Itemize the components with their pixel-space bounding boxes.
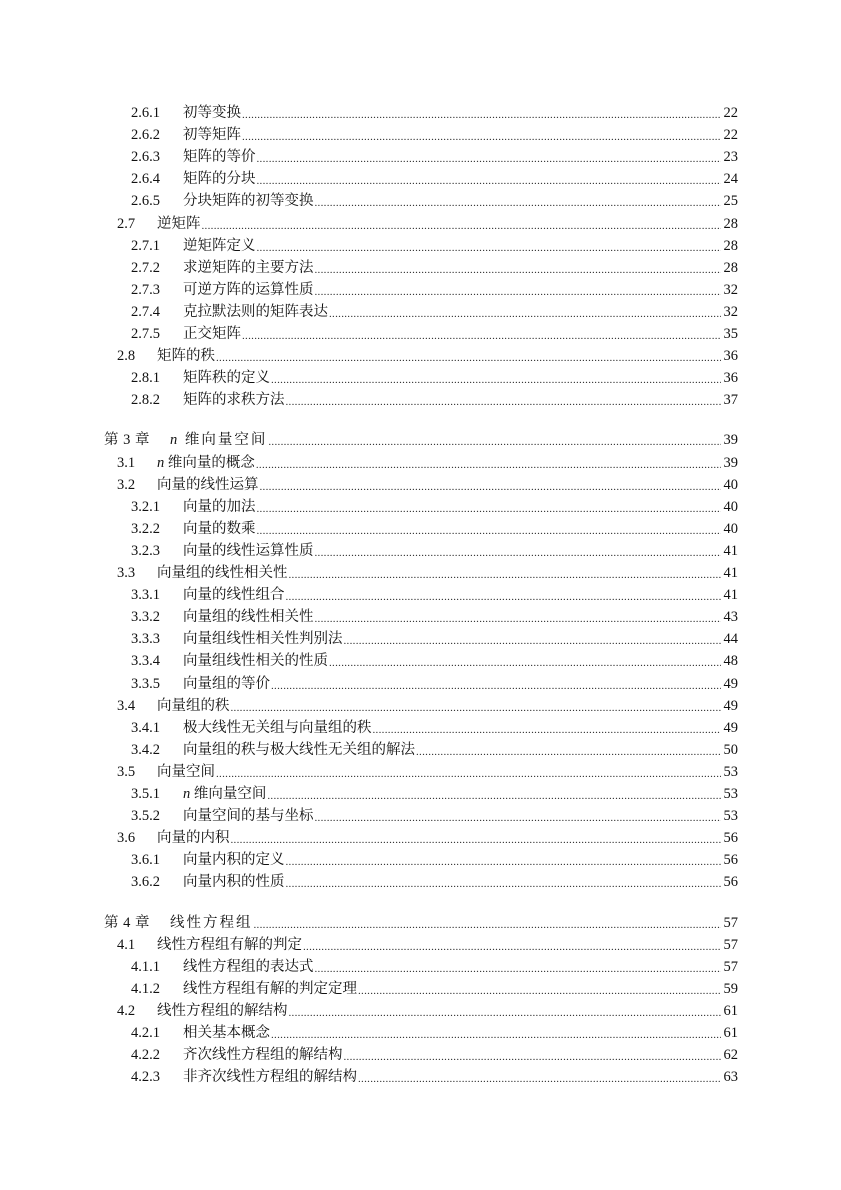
- dot-leader: [202, 215, 722, 233]
- toc-entry-title: [183, 126, 241, 144]
- toc-entry[interactable]: [117, 472, 738, 494]
- toc-entry-title-text: 齐次线性方程组的解结构: [183, 1047, 343, 1064]
- toc-entry-page: 23: [723, 149, 738, 166]
- toc-entry[interactable]: [131, 582, 738, 604]
- toc-entry[interactable]: [131, 604, 738, 626]
- toc-entry[interactable]: [104, 910, 738, 932]
- toc-entry[interactable]: [117, 825, 738, 847]
- toc-entry-number: 3.6: [117, 830, 136, 847]
- toc-entry-title: [157, 1002, 288, 1020]
- dot-leader: [315, 192, 722, 210]
- dot-leader: [242, 325, 721, 343]
- toc-entry-page: 28: [723, 237, 738, 254]
- dot-leader: [289, 1002, 722, 1020]
- toc-entry-title: [157, 215, 201, 233]
- dot-leader: [358, 980, 721, 998]
- toc-entry-title: [183, 586, 285, 604]
- dot-leader: [286, 391, 722, 409]
- dot-leader: [256, 454, 721, 472]
- toc-entry-title-text: 向量组的秩: [157, 697, 230, 714]
- toc-entry[interactable]: [131, 122, 738, 144]
- toc-entry[interactable]: [131, 299, 738, 321]
- toc-entry-title: [157, 564, 288, 582]
- toc-entry-title-text: 线性方程组有解的判定定理: [183, 980, 357, 997]
- toc-entry[interactable]: [131, 188, 738, 210]
- toc-entry[interactable]: [131, 365, 738, 387]
- dot-leader: [286, 586, 722, 604]
- toc-entry-page: 62: [723, 1047, 738, 1064]
- toc-entry-title: [183, 608, 314, 626]
- toc-entry[interactable]: [131, 1020, 738, 1042]
- dot-leader: [257, 170, 722, 188]
- toc-entry-title-text: 维向量空间: [190, 786, 267, 802]
- toc-entry[interactable]: [117, 211, 738, 233]
- toc-entry-page: 53: [723, 808, 738, 825]
- toc-entry-title-text: 向量的线性运算: [157, 476, 259, 493]
- toc-entry-page: 57: [723, 914, 738, 931]
- toc-entry-title: [157, 936, 302, 954]
- dot-leader: [271, 675, 721, 693]
- toc-entry-page: 35: [723, 326, 738, 342]
- dot-leader: [344, 630, 722, 648]
- toc-entry[interactable]: [131, 715, 738, 737]
- toc-entry-number: 2.7.3: [131, 281, 160, 298]
- toc-entry-title: [157, 347, 215, 365]
- toc-entry-page: 57: [723, 936, 738, 953]
- dot-leader: [303, 936, 721, 954]
- toc-entry-page: 41: [723, 542, 738, 559]
- toc-entry-number: 3.3: [117, 565, 136, 581]
- dot-leader: [358, 1068, 721, 1086]
- toc-entry-title-text: 逆矩阵定义: [183, 237, 256, 254]
- toc-entry[interactable]: [117, 693, 738, 715]
- dot-leader: [286, 851, 722, 869]
- toc-entry-title-text: 向量的内积: [157, 830, 230, 847]
- toc-entry-number: 4.2: [117, 1002, 136, 1019]
- toc-entry-page: 44: [723, 631, 738, 648]
- dot-leader: [268, 431, 721, 449]
- toc-entry-title-text: 向量组的等价: [183, 675, 270, 692]
- toc-entry-title-text: 维向量的概念: [164, 454, 255, 471]
- toc-entry-number: 3.2.3: [131, 542, 160, 559]
- toc-entry-title-variable: n: [170, 432, 180, 449]
- toc-entry-number: 3.2.1: [131, 498, 160, 515]
- toc-entry[interactable]: [131, 869, 738, 891]
- toc-entry-title-text: 向量空间: [157, 763, 215, 780]
- toc-entry-title-text: 初等矩阵: [183, 127, 241, 144]
- toc-entry-page: 53: [723, 786, 738, 802]
- dot-leader: [315, 608, 722, 626]
- dot-leader: [257, 520, 722, 538]
- toc-entry-number: 2.8.2: [131, 392, 160, 409]
- toc-entry-title: [183, 303, 328, 321]
- toc-entry-page: 28: [723, 259, 738, 276]
- dot-leader: [260, 476, 722, 494]
- dot-leader: [257, 498, 722, 516]
- dot-leader: [329, 303, 721, 321]
- toc-entry-number: 3.3.1: [131, 587, 160, 604]
- toc-entry-number: 4.2.1: [131, 1025, 160, 1041]
- toc-entry[interactable]: [131, 100, 738, 122]
- toc-entry[interactable]: [117, 932, 738, 954]
- toc-entry-page: 57: [723, 958, 738, 975]
- toc-entry[interactable]: [131, 671, 738, 693]
- toc-entry-number: 2.7.1: [131, 237, 160, 254]
- toc-entry-title-text: 矩阵的秩: [157, 348, 215, 365]
- toc-entry-page: 41: [723, 565, 738, 581]
- dot-leader: [242, 126, 721, 144]
- dot-leader: [315, 807, 722, 825]
- toc-entry-title: [170, 431, 267, 449]
- toc-entry-title-text: 矩阵的求秩方法: [183, 392, 285, 409]
- toc-entry[interactable]: [117, 759, 738, 781]
- dot-leader: [286, 873, 722, 891]
- dot-leader: [257, 237, 722, 255]
- toc-entry-title-text: 向量的线性组合: [183, 587, 285, 604]
- toc-entry-page: 40: [723, 498, 738, 515]
- toc-entry-number: 4.1: [117, 936, 136, 953]
- toc-entry-title: [183, 325, 241, 343]
- toc-entry-page: 56: [723, 852, 738, 869]
- toc-entry-number: 4.1.2: [131, 980, 160, 997]
- toc-entry-title-text: 线性方程组: [170, 914, 253, 931]
- toc-entry-title-text: 极大线性无关组与向量组的秩: [183, 719, 372, 736]
- toc-entry-title: [183, 1024, 270, 1042]
- toc-entry-page: 53: [723, 763, 738, 780]
- toc-entry-title: [183, 719, 372, 737]
- toc-entry-page: 22: [723, 105, 738, 121]
- toc-entry-title: [183, 498, 256, 516]
- dot-leader: [344, 1046, 722, 1064]
- dot-leader: [315, 259, 722, 277]
- toc-entry[interactable]: [131, 516, 738, 538]
- toc-entry-page: 36: [723, 370, 738, 387]
- toc-entry[interactable]: [131, 387, 738, 409]
- toc-entry-title-variable: n: [157, 454, 165, 471]
- toc-entry[interactable]: [131, 233, 738, 255]
- toc-entry[interactable]: [131, 166, 738, 188]
- toc-entry-number: 2.7: [117, 215, 136, 232]
- toc-entry-title-variable: n: [183, 786, 191, 802]
- toc-entry-title: [183, 958, 314, 976]
- toc-entry[interactable]: [131, 976, 738, 998]
- toc-entry-title-text: 向量内积的定义: [183, 852, 285, 869]
- toc-entry-title: [183, 1046, 343, 1064]
- toc-entry-title: [183, 170, 256, 188]
- toc-entry[interactable]: [104, 427, 738, 449]
- toc-entry-number: 4.2.2: [131, 1047, 160, 1064]
- toc-entry-title-text: 线性方程组的解结构: [157, 1002, 288, 1019]
- toc-entry-number: 4.1.1: [131, 958, 160, 975]
- toc-entry-title-text: 向量内积的性质: [183, 874, 285, 891]
- toc-entry-number: 2.6.5: [131, 193, 160, 210]
- toc-entry-title-text: 可逆方阵的运算性质: [183, 281, 314, 298]
- toc-entry-number: 3.3.2: [131, 609, 160, 626]
- toc-entry[interactable]: [117, 450, 738, 472]
- toc-entry-title-text: 矩阵秩的定义: [183, 370, 270, 387]
- toc-entry-page: 63: [723, 1069, 738, 1086]
- toc-entry-title-text: 克拉默法则的矩阵表达: [183, 303, 328, 320]
- dot-leader: [315, 542, 722, 560]
- toc-entry-number: 2.6.1: [131, 105, 160, 121]
- toc-entry-title: [183, 520, 256, 538]
- toc-entry-title: [183, 630, 343, 648]
- toc-entry-number: 3.2.2: [131, 520, 160, 537]
- toc-entry[interactable]: [131, 144, 738, 166]
- dot-leader: [315, 281, 722, 299]
- toc-entry[interactable]: [131, 847, 738, 869]
- toc-entry-title-text: 向量组的秩与极大线性无关组的解法: [183, 741, 415, 758]
- dot-leader: [231, 829, 722, 847]
- toc-entry-title: [183, 741, 415, 759]
- toc-entry-title-text: 相关基本概念: [183, 1025, 270, 1041]
- toc-entry[interactable]: [131, 626, 738, 648]
- toc-entry-number: 2.7.4: [131, 303, 160, 320]
- toc-entry-page: 41: [723, 587, 738, 604]
- dot-leader: [271, 369, 721, 387]
- toc-entry-title: [183, 192, 314, 210]
- toc-entry-title: [183, 1068, 357, 1086]
- toc-entry-number: 2.7.5: [131, 326, 160, 342]
- toc-entry-number: 3.6.2: [131, 874, 160, 891]
- toc-entry-number: 3.5: [117, 763, 136, 780]
- toc-entry-number: 3.2: [117, 476, 136, 493]
- toc-entry-page: 50: [723, 741, 738, 758]
- toc-entry-title: [157, 476, 259, 494]
- toc-entry-number: 3.3.4: [131, 653, 160, 670]
- toc-entry-title-text: 矩阵的等价: [183, 149, 256, 166]
- toc-entry-page: 40: [723, 476, 738, 493]
- toc-entry[interactable]: [131, 321, 738, 343]
- toc-entry-title: [183, 652, 328, 670]
- toc-entry-page: 39: [723, 454, 738, 471]
- toc-entry-page: 36: [723, 348, 738, 365]
- toc-entry-title-text: 向量的数乘: [183, 520, 256, 537]
- dot-leader: [242, 104, 721, 122]
- toc-entry-page: 43: [723, 609, 738, 626]
- toc-entry-number: 3.4.1: [131, 719, 160, 736]
- dot-leader: [267, 785, 721, 803]
- toc-entry[interactable]: [117, 560, 738, 582]
- toc-entry-title: [183, 391, 285, 409]
- toc-entry-page: 37: [723, 392, 738, 409]
- toc-entry-number: 第 3 章: [104, 432, 150, 449]
- toc-entry-title: [183, 148, 256, 166]
- toc-entry[interactable]: [131, 737, 738, 759]
- toc-entry[interactable]: [131, 648, 738, 670]
- toc-entry-page: 28: [723, 215, 738, 232]
- toc-entry-number: 3.4.2: [131, 741, 160, 758]
- toc-entry-page: 25: [723, 193, 738, 210]
- toc-entry-title-text: 正交矩阵: [183, 326, 241, 342]
- toc-entry-page: 48: [723, 653, 738, 670]
- toc-entry[interactable]: [117, 343, 738, 365]
- dot-leader: [254, 914, 722, 932]
- dot-leader: [315, 958, 722, 976]
- toc-entry-title-text: 线性方程组的表达式: [183, 958, 314, 975]
- toc-entry-title-text: 求逆矩阵的主要方法: [183, 259, 314, 276]
- toc-entry-title: [183, 281, 314, 299]
- toc-entry-number: 第 4 章: [104, 914, 150, 931]
- toc-entry-title-text: 矩阵的分块: [183, 171, 256, 188]
- toc-entry-title: [183, 785, 266, 803]
- toc-entry-number: 3.5.2: [131, 808, 160, 825]
- toc-entry-title-text: 向量组线性相关的性质: [183, 653, 328, 670]
- toc-entry[interactable]: [131, 781, 738, 803]
- toc-entry-number: 2.6.3: [131, 149, 160, 166]
- toc-entry-number: 3.1: [117, 454, 136, 471]
- toc-entry-title-text: 向量的线性运算性质: [183, 542, 314, 559]
- toc-entry-page: 61: [723, 1002, 738, 1019]
- toc-entry-page: 22: [723, 127, 738, 144]
- toc-entry-number: 3.4: [117, 697, 136, 714]
- toc-entry-title-text: 逆矩阵: [157, 215, 201, 232]
- toc-entry-number: 2.6.2: [131, 127, 160, 144]
- toc-entry-number: 2.8.1: [131, 370, 160, 387]
- toc-entry-page: 32: [723, 303, 738, 320]
- toc-entry-title: [183, 237, 256, 255]
- dot-leader: [216, 347, 721, 365]
- toc-entry-number: 3.6.1: [131, 852, 160, 869]
- toc-entry-title: [183, 851, 285, 869]
- toc-entry-title-text: 维向量空间: [179, 432, 268, 449]
- dot-leader: [289, 564, 722, 582]
- toc-entry-number: 3.3.3: [131, 631, 160, 648]
- toc-entry-title-text: 向量组的线性相关性: [157, 565, 288, 581]
- toc-entry-title: [157, 829, 230, 847]
- toc-entry-page: 56: [723, 874, 738, 891]
- dot-leader: [216, 763, 721, 781]
- toc-entry-page: 40: [723, 520, 738, 537]
- toc-entry-title: [157, 697, 230, 715]
- toc-entry[interactable]: [131, 954, 738, 976]
- toc-entry-page: 49: [723, 675, 738, 692]
- dot-leader: [373, 719, 722, 737]
- toc-entry[interactable]: [131, 255, 738, 277]
- toc-entry-title-text: 非齐次线性方程组的解结构: [183, 1069, 357, 1086]
- toc-entry[interactable]: [131, 1042, 738, 1064]
- toc-entry[interactable]: [131, 803, 738, 825]
- toc-entry-title: [183, 675, 270, 693]
- toc-entry-title: [183, 104, 241, 122]
- toc-entry-number: 2.8: [117, 348, 136, 365]
- toc-entry-title-text: 向量组线性相关性判别法: [183, 631, 343, 648]
- dot-leader: [257, 148, 722, 166]
- toc-entry[interactable]: [131, 494, 738, 516]
- toc-entry-title-text: 分块矩阵的初等变换: [183, 193, 314, 210]
- toc-entry-page: 49: [723, 719, 738, 736]
- toc-entry-page: 24: [723, 171, 738, 188]
- dot-leader: [271, 1024, 721, 1042]
- toc-entry-title-text: 向量空间的基与坐标: [183, 808, 314, 825]
- toc-entry[interactable]: [117, 998, 738, 1020]
- toc-entry-number: 2.7.2: [131, 259, 160, 276]
- toc-entry-page: 49: [723, 697, 738, 714]
- toc-entry-number: 3.5.1: [131, 786, 160, 802]
- toc-entry-title-text: 线性方程组有解的判定: [157, 936, 302, 953]
- toc-entry-page: 59: [723, 980, 738, 997]
- toc-entry-page: 56: [723, 830, 738, 847]
- toc-entry-number: 3.3.5: [131, 675, 160, 692]
- toc-entry-page: 39: [723, 432, 738, 449]
- toc-entry[interactable]: [131, 1064, 738, 1086]
- toc-entry-page: 61: [723, 1025, 738, 1041]
- toc-entry-title-text: 向量的加法: [183, 498, 256, 515]
- toc-entry-title: [183, 369, 270, 387]
- toc-entry[interactable]: [131, 538, 738, 560]
- toc-entry-title: [183, 542, 314, 560]
- toc-entry-number: 4.2.3: [131, 1069, 160, 1086]
- toc-entry-title: [183, 873, 285, 891]
- toc-entry-title: [183, 980, 357, 998]
- toc-entry-title: [170, 914, 253, 932]
- toc-entry-page: 32: [723, 281, 738, 298]
- toc-entry-title: [183, 807, 314, 825]
- toc-entry-title-text: 向量组的线性相关性: [183, 609, 314, 626]
- dot-leader: [416, 741, 721, 759]
- toc-entry-title: [157, 454, 255, 472]
- toc-entry-number: 2.6.4: [131, 171, 160, 188]
- toc-entry-title-text: 初等变换: [183, 105, 241, 121]
- dot-leader: [329, 652, 721, 670]
- toc-entry-title: [157, 763, 215, 781]
- dot-leader: [231, 697, 722, 715]
- toc-entry-title: [183, 259, 314, 277]
- toc-entry[interactable]: [131, 277, 738, 299]
